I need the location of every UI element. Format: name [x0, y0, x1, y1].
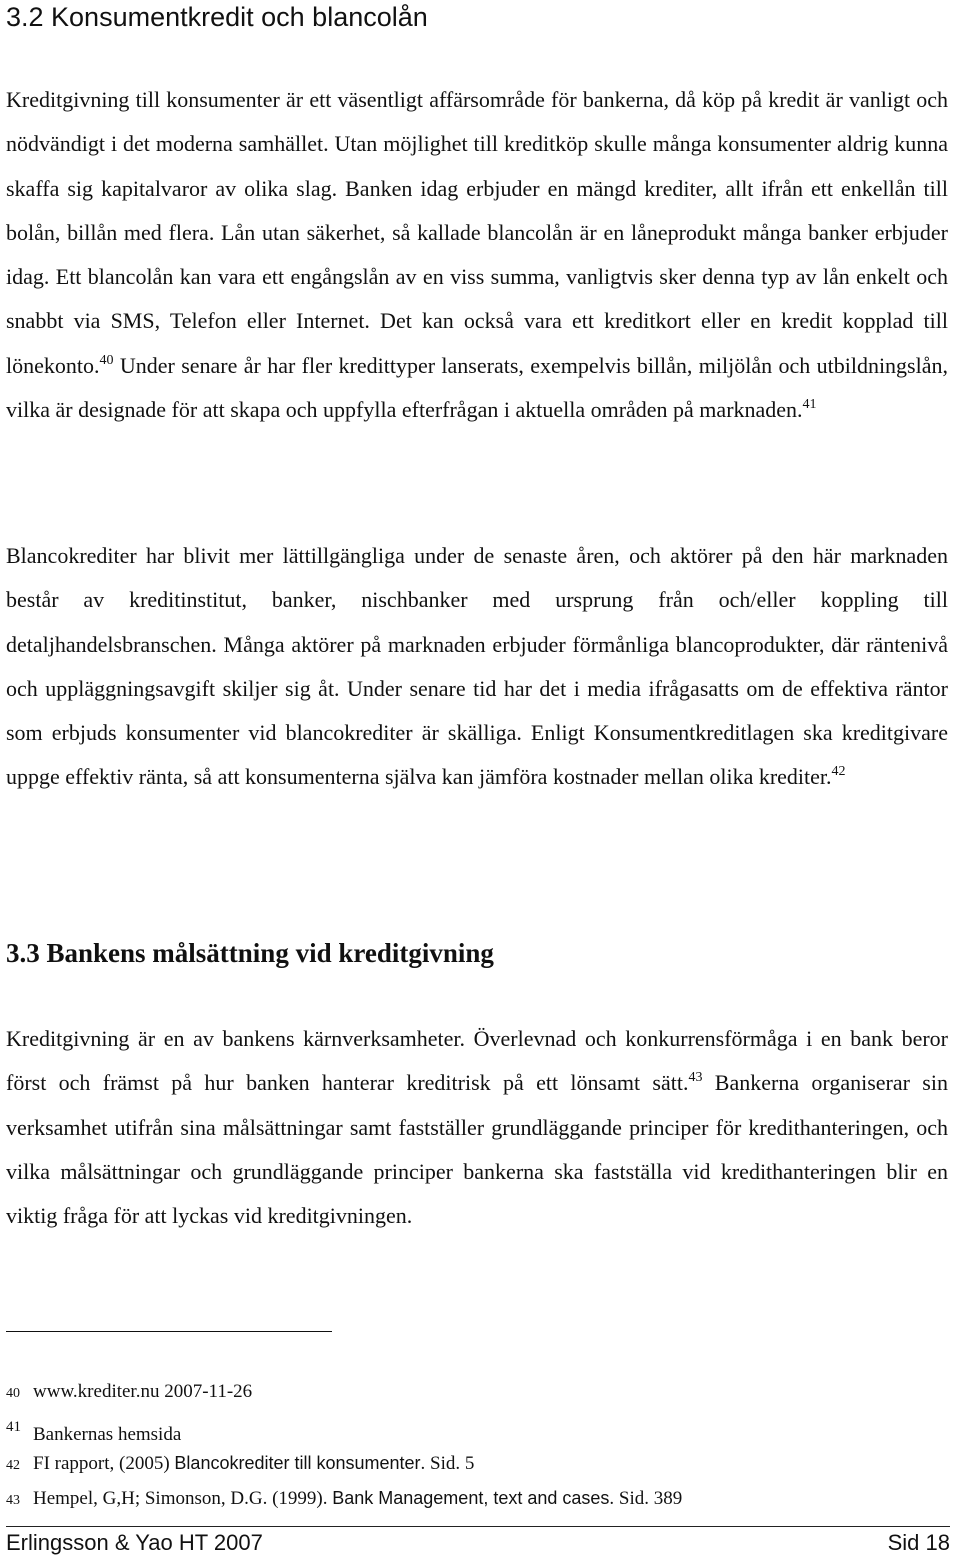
paragraph-konsumentkredit	[6, 78, 948, 432]
paragraph-text: Kreditgivning till konsumenter är ett väsentligt affärsområde för bankerna, då köp på kredit är vanligt och nödvändigt i det moderna samhället. Utan möjlighet till kreditköp skulle många konsumenter aldrig kunna skaffa sig kapitalvaror av olika slag. Banken idag erbjuder en mängd krediter, allt ifrån ett enkellån till bolån, billån med flera. Lån utan säkerhet, så kallade blancolån är en låneprodukt många banker erbjuder idag. Ett blancolån kan vara ett engångslån av en viss summa, vanligtvis sker denna typ av lån enkelt och snabbt via SMS, Telefon eller Internet. Det kan också vara ett kreditkort eller en kredit kopplad till lönekonto.	[6, 87, 948, 378]
footnote-ref-41[interactable]: 41	[802, 397, 817, 413]
footnote-number: 41	[6, 1419, 21, 1435]
footnote-number: 43	[6, 1493, 20, 1508]
footnote-title: Blancokrediter till konsumenter	[174, 1453, 421, 1473]
footer-divider	[6, 1526, 950, 1527]
footnote-text: FI rapport, (2005)	[33, 1453, 175, 1474]
footnote-number: 42	[6, 1458, 20, 1473]
footnote-separator	[6, 1331, 332, 1332]
footnote-43	[6, 1486, 682, 1513]
section-heading-malsattning: 3.3 Bankens målsättning vid kreditgivning	[6, 938, 494, 968]
paragraph-blancokrediter	[6, 534, 948, 800]
footnote-40	[6, 1380, 252, 1406]
footnote-title: Bank Management, text and cases	[332, 1488, 610, 1508]
footnote-text: Hempel, G,H; Simonson, D.G. (1999).	[33, 1488, 333, 1509]
footnote-ref-42[interactable]: 42	[831, 764, 846, 780]
footnote-text: . Sid. 389	[609, 1488, 683, 1509]
paragraph-kreditgivning	[6, 1017, 948, 1238]
footer-page-number: Sid 18	[887, 1530, 950, 1555]
paragraph-text: Under senare år har fler kredittyper lanserats, exempelvis billån, miljölån och utbildningslån, vilka är designade för att skapa och uppfylla efterfrågan i aktuella områden på marknaden.	[6, 352, 948, 423]
footnote-ref-43[interactable]: 43	[688, 1070, 703, 1086]
paragraph-text: Bankerna organiserar sin verksamhet utifrån sina målsättningar samt fastställer grundläggande principer för kredithanteringen, och vilka målsättningar och grundläggande principer bankerna ska fastställa vid kredithanteringen blir en viktig fråga för att lyckas vid kreditgivningen.	[6, 1070, 948, 1229]
footnote-42	[6, 1451, 474, 1478]
section-heading-konsumentkredit: 3.2 Konsumentkredit och blancolån	[6, 2, 428, 32]
footnote-text: www.krediter.nu 2007-11-26	[33, 1381, 253, 1402]
footnote-text: Bankernas hemsida	[33, 1424, 182, 1445]
footnote-ref-40[interactable]: 40	[99, 352, 114, 368]
footer-authors: Erlingsson & Yao HT 2007	[6, 1530, 263, 1555]
footnote-number: 40	[6, 1386, 20, 1401]
footnote-41	[6, 1415, 181, 1447]
paragraph-text: Blancokrediter har blivit mer lättillgängliga under de senaste åren, och aktörer på den här marknaden består av kreditinstitut, banker, nischbanker med ursprung från och/eller koppling till detaljhandelsbranschen. Många aktörer på marknaden erbjuder förmånliga blancoprodukter, där räntenivå och uppläggningsavgift skiljer sig åt. Under senare tid har det i media ifrågasatts om de effektiva räntor som erbjuds konsumenter vid blancokrediter är skälliga. Enligt Konsumentkreditlagen ska kreditgivare uppge effektiv ränta, så att konsumenterna själva kan jämföra kostnader mellan olika krediter.	[6, 543, 948, 790]
footnote-text: . Sid. 5	[420, 1453, 475, 1474]
paragraph-text: Kreditgivning är en av bankens kärnverksamheter. Överlevnad och konkurrensförmåga i en bank beror först och främst på hur banken hanterar kreditrisk på ett lönsamt sätt.	[6, 1026, 948, 1096]
